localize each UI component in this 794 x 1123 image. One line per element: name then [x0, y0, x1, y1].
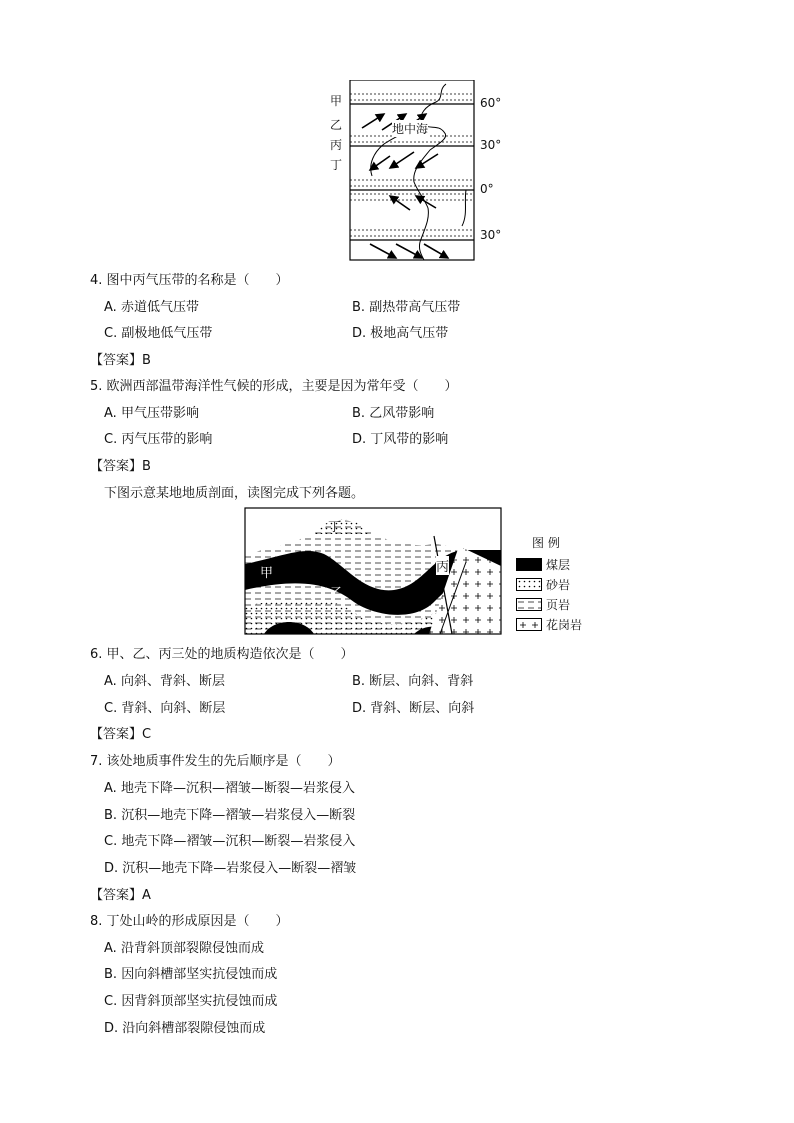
lat-label-0: 0° [480, 182, 494, 196]
label-jia: 甲 [260, 566, 274, 581]
lat-label-60: 60° [480, 96, 502, 110]
question-number: 4. [90, 273, 103, 288]
legend-label-shale: 页岩 [546, 598, 571, 612]
legend-label-coal: 煤层 [546, 558, 571, 572]
mediterranean-label: 地中海 [392, 122, 429, 136]
geology-figure [244, 506, 594, 636]
option-b: B. 沉积—地壳下降—褶皱—岩浆侵入—断裂 [104, 808, 356, 823]
option-d: D. 沿向斜槽部裂隙侵蚀而成 [104, 1021, 266, 1036]
question-6 [90, 646, 354, 664]
question-stem: 欧洲西部温带海洋性气候的形成，主要是因为常年受（ ） [106, 379, 458, 394]
legend-label-sand: 砂岩 [546, 578, 571, 592]
legend-swatch-granite [516, 618, 542, 631]
question-stem: 图中丙气压带的名称是（ ） [106, 273, 289, 288]
wind-belt-map [326, 80, 506, 262]
option-c: C. 副极地低气压带 [104, 326, 213, 341]
option-d: D. 沉积—地壳下降—岩浆侵入—断裂—褶皱 [104, 861, 357, 876]
option-c: C. 因背斜顶部坚实抗侵蚀而成 [104, 994, 278, 1009]
belt-label-ding: 丁 [330, 158, 343, 172]
option-a: A. 向斜、背斜、断层 [104, 674, 225, 689]
belt-label-bing: 丙 [330, 138, 343, 152]
option-c: C. 背斜、向斜、断层 [104, 701, 226, 716]
option-a: A. 赤道低气压带 [104, 300, 199, 315]
question-5 [90, 378, 458, 396]
answer-5: 【答案】B [90, 459, 151, 474]
lat-label-30n: 30° [480, 138, 502, 152]
option-c: C. 地壳下降—褶皱—沉积—断裂—岩浆侵入 [104, 834, 356, 849]
question-number: 8. [90, 914, 103, 929]
option-b: B. 乙风带影响 [352, 406, 435, 421]
option-d: D. 背斜、断层、向斜 [352, 701, 475, 716]
legend-swatch-coal [516, 558, 542, 571]
option-b: B. 断层、向斜、背斜 [352, 674, 474, 689]
question-4 [90, 272, 289, 290]
belt-label-yi: 乙 [330, 118, 343, 132]
label-bing: 丙 [436, 556, 449, 575]
section-intro: 下图示意某地地质剖面，读图完成下列各题。 [104, 486, 365, 501]
label-yi: 乙 [330, 586, 344, 601]
geology-section [244, 506, 594, 636]
legend-swatch-shale [516, 598, 542, 611]
answer-4: 【答案】B [90, 353, 151, 368]
belt-label-jia: 甲 [330, 94, 343, 108]
wind-belt-figure [326, 80, 506, 262]
question-stem: 该处地质事件发生的先后顺序是（ ） [106, 754, 341, 769]
option-a: A. 沿背斜顶部裂隙侵蚀而成 [104, 941, 264, 956]
option-c: C. 丙气压带的影响 [104, 432, 213, 447]
option-d: D. 丁风带的影响 [352, 432, 449, 447]
question-number: 7. [90, 754, 103, 769]
option-b: B. 副热带高气压带 [352, 300, 461, 315]
answer-7: 【答案】A [90, 888, 151, 903]
label-ding: 丁 [328, 520, 342, 535]
question-stem: 甲、乙、丙三处的地质构造依次是（ ） [106, 647, 354, 662]
legend-swatch-sand [516, 578, 542, 591]
option-b: B. 因向斜槽部坚实抗侵蚀而成 [104, 967, 278, 982]
option-a: A. 甲气压带影响 [104, 406, 199, 421]
question-stem: 丁处山岭的形成原因是（ ） [106, 914, 289, 929]
legend-label-granite: 花岗岩 [546, 618, 583, 632]
legend-title: 图 例 [532, 536, 560, 550]
question-number: 5. [90, 379, 103, 394]
question-7 [90, 753, 341, 771]
question-8 [90, 913, 289, 931]
lat-label-30s: 30° [480, 228, 502, 242]
option-d: D. 极地高气压带 [352, 326, 449, 341]
option-a: A. 地壳下降—沉积—褶皱—断裂—岩浆侵入 [104, 781, 355, 796]
question-number: 6. [90, 647, 103, 662]
answer-6: 【答案】C [90, 727, 152, 742]
